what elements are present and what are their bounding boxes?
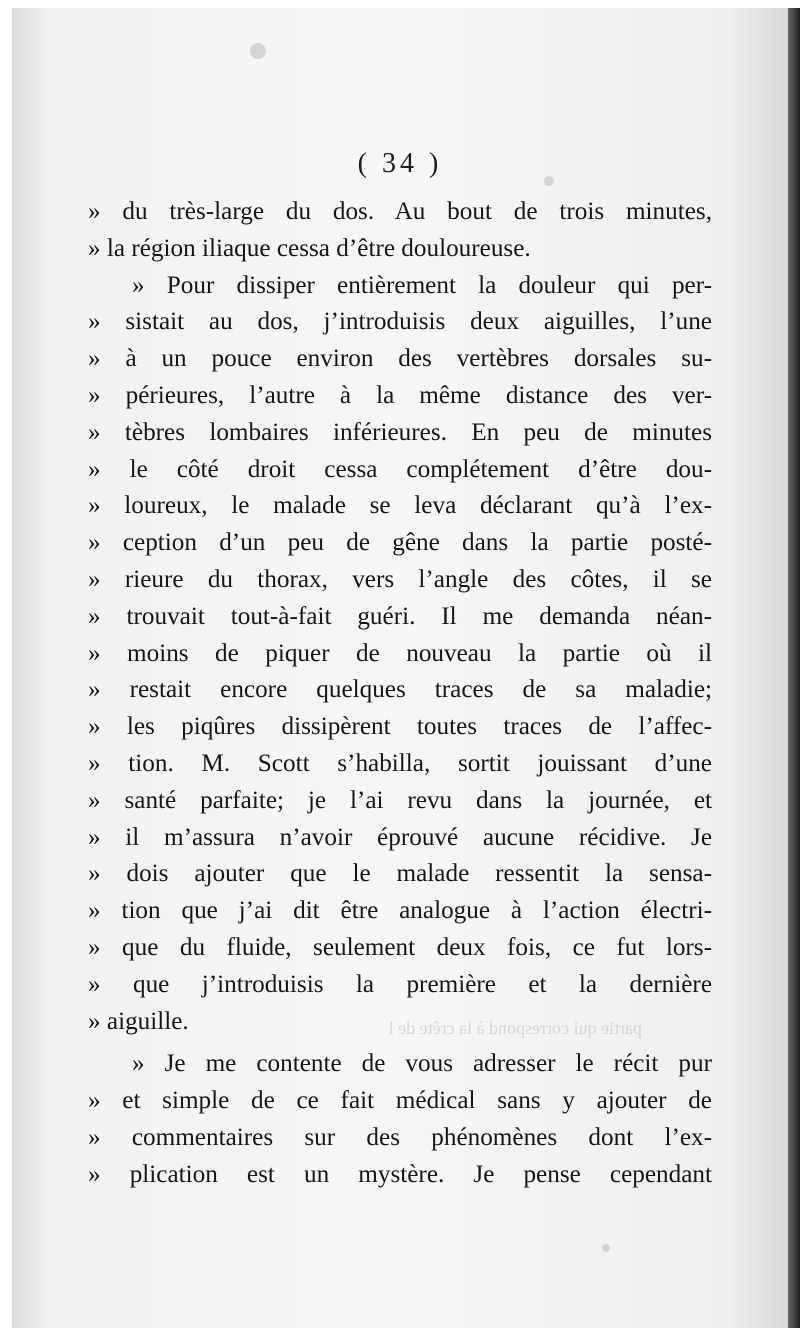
text-line: » Je me contente de vous adresser le récit pur bbox=[132, 1050, 712, 1078]
text-line: » que j’introduisis la première et la dernière bbox=[88, 970, 712, 998]
text-line: » dois ajouter que le malade ressentit la sensa- bbox=[88, 860, 712, 888]
page-number: ( 34 ) bbox=[357, 148, 443, 179]
paper-spot bbox=[602, 1244, 610, 1252]
paragraph bbox=[88, 268, 712, 1041]
show-through-text: partie qui correspond à la crête de l bbox=[388, 1018, 642, 1038]
text-line: » tèbres lombaires inférieures. En peu de minutes bbox=[88, 418, 712, 446]
text-line: » le côté droit cessa complétement d’être dou- bbox=[88, 455, 712, 483]
text-line: » à un pouce environ des vertèbres dorsales su- bbox=[88, 345, 712, 373]
book-page bbox=[12, 8, 791, 1328]
text-line: » restait encore quelques traces de sa maladie; bbox=[88, 676, 712, 704]
text-line: » du très-large du dos. Au bout de trois minutes, bbox=[88, 198, 712, 225]
text-line: » plication est un mystère. Je pense cependant bbox=[88, 1160, 712, 1188]
text-line: » commentaires sur des phénomènes dont l’ex- bbox=[88, 1123, 712, 1151]
text-line: » que du fluide, seulement deux fois, ce fut lors- bbox=[88, 933, 712, 961]
text-line: » sistait au dos, j’introduisis deux aiguilles, l’une bbox=[88, 308, 712, 336]
text-line: » aiguille. bbox=[88, 1007, 189, 1035]
text-line: » il m’assura n’avoir éprouvé aucune récidive. Je bbox=[88, 823, 712, 851]
text-line: » santé parfaite; je l’ai revu dans la journée, et bbox=[88, 786, 712, 814]
text-line: » les piqûres dissipèrent toutes traces de l’affec- bbox=[88, 713, 712, 741]
text-line: » tion. M. Scott s’habilla, sortit jouissant d’une bbox=[88, 749, 712, 777]
text-line: » et simple de ce fait médical sans y ajouter de bbox=[88, 1087, 712, 1115]
text-line: » loureux, le malade se leva déclarant qu’à l’ex- bbox=[88, 492, 712, 520]
page-text bbox=[88, 194, 712, 1194]
paragraph bbox=[88, 1046, 712, 1193]
text-line: » Pour dissiper entièrement la douleur qui per- bbox=[132, 271, 712, 299]
text-line: » la région iliaque cessa d’être douloureuse. bbox=[88, 234, 531, 262]
text-line: » tion que j’ai dit être analogue à l’action électri- bbox=[88, 897, 712, 925]
paragraph bbox=[88, 194, 712, 268]
text-line: » périeures, l’autre à la même distance des ver- bbox=[88, 381, 712, 409]
paper-spot bbox=[250, 43, 266, 59]
text-line: » moins de piquer de nouveau la partie où il bbox=[88, 639, 712, 667]
text-line: » trouvait tout-à-fait guéri. Il me demanda néan- bbox=[88, 602, 712, 630]
text-line: » rieure du thorax, vers l’angle des côtes, il se bbox=[88, 565, 712, 593]
text-line: » ception d’un peu de gêne dans la partie posté- bbox=[88, 529, 712, 557]
